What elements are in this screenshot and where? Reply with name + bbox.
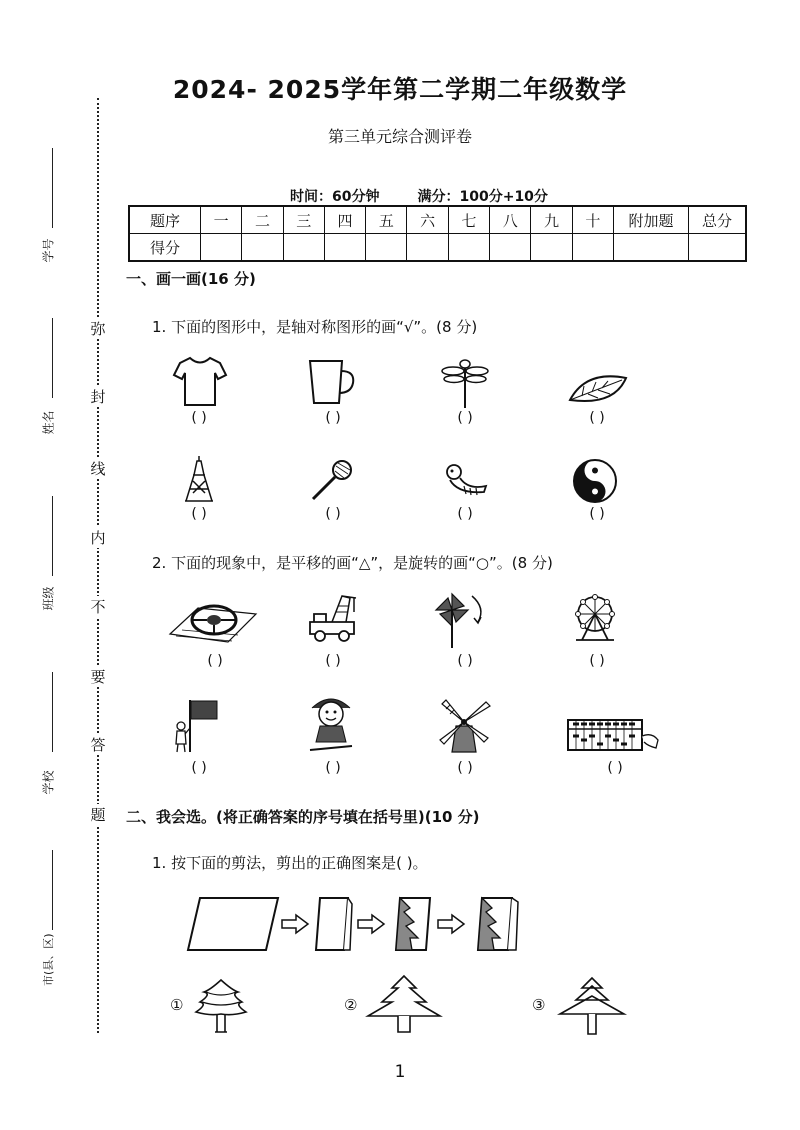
answer-blank[interactable]: ( ) [589,653,605,669]
class-label: 班级 [41,586,56,611]
answer-blank[interactable]: ( ) [191,506,207,522]
answer-blank[interactable]: ( ) [325,653,341,669]
table-cell: 得分 [129,234,201,262]
answer-blank[interactable]: ( ) [207,653,223,669]
city-label: 市(县、区) [42,933,55,986]
table-cell: 八 [490,206,531,234]
table-cell: 四 [324,206,365,234]
class-line[interactable] [52,496,53,576]
exam-info [290,186,548,206]
school-line[interactable] [52,672,53,752]
ferris-wheel-icon [570,594,620,644]
yin-yang-icon [572,458,618,504]
option-1-label[interactable]: ① [170,996,184,1014]
score-input-cell[interactable] [531,234,572,262]
answer-blank[interactable]: ( ) [457,506,473,522]
caterpillar-icon [440,462,490,500]
student-id-label: 学号 [41,238,56,263]
table-cell: 二 [242,206,283,234]
flag-raising-icon [168,698,220,754]
leaf-icon [566,372,630,408]
seal-char: 不 [88,596,108,617]
table-cell: 一 [201,206,242,234]
racket-icon [310,458,354,502]
seal-char: 封 [88,386,108,407]
question-1-2: 2. 下面的现象中，是平移的画“△”，是旋转的画“○”。(8 分) [152,554,553,572]
score-input-cell[interactable] [324,234,365,262]
seal-char: 要 [88,666,108,687]
tree-option-3-icon [552,976,632,1036]
table-cell: 题序 [129,206,201,234]
answer-blank[interactable]: ( ) [457,653,473,669]
cutting-steps-diagram [186,894,536,954]
section-1-title: 一、画一画(16 分) [126,270,256,288]
score-input-cell[interactable] [283,234,324,262]
table-cell: 七 [448,206,489,234]
page-subtitle: 第三单元综合测评卷 [327,127,472,146]
score-input-cell[interactable] [201,234,242,262]
score-input-cell[interactable] [614,234,689,262]
score-table [128,205,747,262]
score-input-cell[interactable] [407,234,448,262]
table-cell: 总分 [689,206,747,234]
school-label: 学校 [41,770,56,795]
cup-icon [306,357,358,407]
section-2-title: 二、我会选。(将正确答案的序号填在括号里)(10 分) [126,808,480,826]
student-id-line[interactable] [52,148,53,228]
tree-option-2-icon [364,974,444,1034]
name-line[interactable] [52,318,53,398]
dragonfly-icon [440,354,490,410]
child-slide-icon [306,694,356,754]
table-cell: 六 [407,206,448,234]
page-number: 1 [394,1062,406,1082]
option-2-label[interactable]: ② [344,996,358,1014]
answer-blank[interactable]: ( ) [589,506,605,522]
score-input-cell[interactable] [490,234,531,262]
answer-blank[interactable]: ( ) [457,410,473,426]
tshirt-icon [172,355,228,407]
windmill-icon [436,696,492,756]
score-input-cell[interactable] [572,234,613,262]
seal-char: 线 [88,458,108,479]
answer-blank[interactable]: ( ) [607,760,623,776]
pinwheel-icon [434,592,488,650]
question-1-1: 1. 下面的图形中，是轴对称图形的画“√”。(8 分) [152,318,478,336]
answer-blank[interactable]: ( ) [325,760,341,776]
seal-char: 答 [88,734,108,755]
name-label: 姓名 [41,410,56,435]
table-cell: 三 [283,206,324,234]
steering-wheel-icon [168,594,258,644]
question-2-1: 1. 按下面的剪法，剪出的正确图案是( )。 [152,854,428,872]
answer-blank[interactable]: ( ) [325,410,341,426]
table-cell: 五 [366,206,407,234]
answer-blank[interactable]: ( ) [457,760,473,776]
answer-blank[interactable]: ( ) [191,760,207,776]
tree-option-1-icon [188,978,254,1036]
abacus-icon [566,716,660,756]
page-title: 2024- 2025学年第二学期二年级数学 [172,75,628,104]
answer-blank[interactable]: ( ) [589,410,605,426]
table-cell: 九 [531,206,572,234]
score-input-cell[interactable] [689,234,747,262]
full-score: 满分：100分+10分 [417,189,548,205]
binding-dotted-line [97,98,99,1033]
score-input-cell[interactable] [242,234,283,262]
city-line[interactable] [52,850,53,930]
seal-char: 题 [88,804,108,825]
table-cell: 十 [572,206,613,234]
tower-icon [182,455,216,503]
time-limit: 时间：60分钟 [290,189,380,205]
score-input-cell[interactable] [366,234,407,262]
score-input-cell[interactable] [448,234,489,262]
seal-char: 弥 [88,318,108,339]
crane-truck-icon [306,594,358,644]
seal-char: 内 [88,527,108,548]
table-cell: 附加题 [614,206,689,234]
option-3-label[interactable]: ③ [532,996,546,1014]
score-table-score-row [129,234,746,262]
score-table-header-row [129,206,746,234]
answer-blank[interactable]: ( ) [191,410,207,426]
answer-blank[interactable]: ( ) [325,506,341,522]
